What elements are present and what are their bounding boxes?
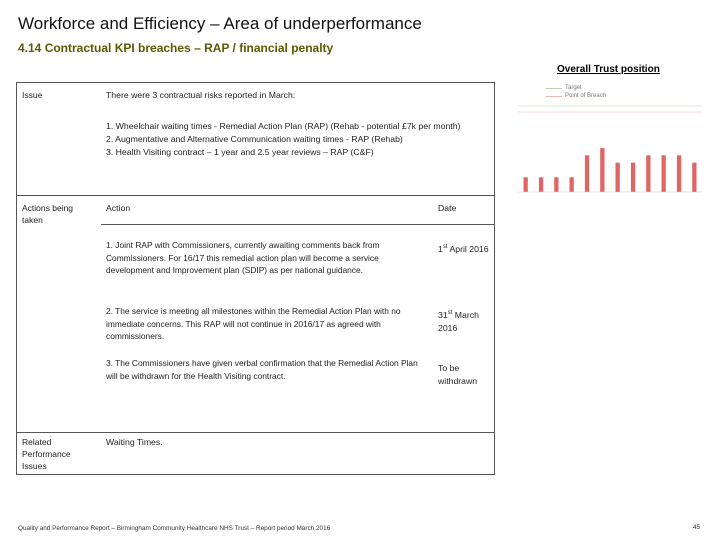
action-item: 3. The Commissioners have given verbal confirmation that the Remedial Action Plan will be withdrawn for the Health Visiting contract. xyxy=(106,358,418,381)
chart-legend xyxy=(546,84,606,100)
actions-label: Actions being taken xyxy=(22,203,74,225)
issue-label: Issue xyxy=(22,90,43,100)
legend-swatch xyxy=(546,96,562,97)
legend-label: Target xyxy=(565,85,582,91)
kpi-breach-table xyxy=(16,82,495,475)
header-divider xyxy=(101,224,495,225)
chart-bar xyxy=(539,177,543,192)
legend-label: Point of Breach xyxy=(565,93,607,99)
page-number: 45 xyxy=(693,524,701,531)
issue-intro-text: There were 3 contractual risks reported in March: xyxy=(106,90,296,100)
action-item: 2. The service is meeting all milestones within the Remedial Action Plan with no immediate concerns. This RAP will not continue in 2016/17 as agreed with commissioners. xyxy=(106,306,401,342)
chart-bar xyxy=(662,155,666,192)
chart-heading: Overall Trust position xyxy=(557,64,660,75)
chart-bar xyxy=(677,155,681,192)
chart-bar xyxy=(631,163,635,192)
legend-item-target xyxy=(546,84,606,92)
date-column-header: Date xyxy=(438,203,457,213)
action-date: 1st April 2016 xyxy=(438,243,489,254)
action-date: To be withdrawn xyxy=(438,362,478,386)
issue-item: 3. Health Visiting contract – 1 year and 2.5 year reviews – RAP (C&F) xyxy=(106,147,374,157)
chart-bar xyxy=(524,177,528,192)
legend-item-breach xyxy=(546,92,606,100)
chart-bar xyxy=(692,163,696,192)
chart-bar xyxy=(600,148,604,192)
chart-bar xyxy=(585,155,589,192)
issue-item: 1. Wheelchair waiting times - Remedial Action Plan (RAP) (Rehab - potential £7k per month) xyxy=(106,121,461,131)
action-item: 1. Joint RAP with Commissioners, currently awaiting comments back from Commissioners. For 16/17 this remedial action plan will become a service development and Improvement plan (SDIP) as per national guidance. xyxy=(106,240,380,276)
page-subtitle: 4.14 Contractual KPI breaches – RAP / financial penalty xyxy=(18,41,334,55)
trust-position-chart xyxy=(506,80,706,204)
action-date: 31st March 2016 xyxy=(438,309,479,333)
page-title: Workforce and Efficiency – Area of underperformance xyxy=(18,14,422,33)
chart-bar xyxy=(554,177,558,192)
issue-list xyxy=(106,120,491,159)
chart-bar xyxy=(646,155,650,192)
chart-bar xyxy=(616,163,620,192)
action-column-header: Action xyxy=(106,203,131,213)
footer-text: Quality and Performance Report – Birmingham Community Healthcare NHS Trust – Report period March 2016 xyxy=(18,525,331,532)
issue-item: 2. Augmentative and Alternative Communication waiting times - RAP (Rehab) xyxy=(106,134,403,144)
chart-bar xyxy=(570,177,574,192)
legend-swatch xyxy=(546,88,562,89)
related-issues-label: Related Performance Issues xyxy=(22,437,71,471)
row-divider xyxy=(17,195,494,196)
related-issues-text: Waiting Times. xyxy=(106,437,163,447)
row-divider xyxy=(17,432,494,433)
